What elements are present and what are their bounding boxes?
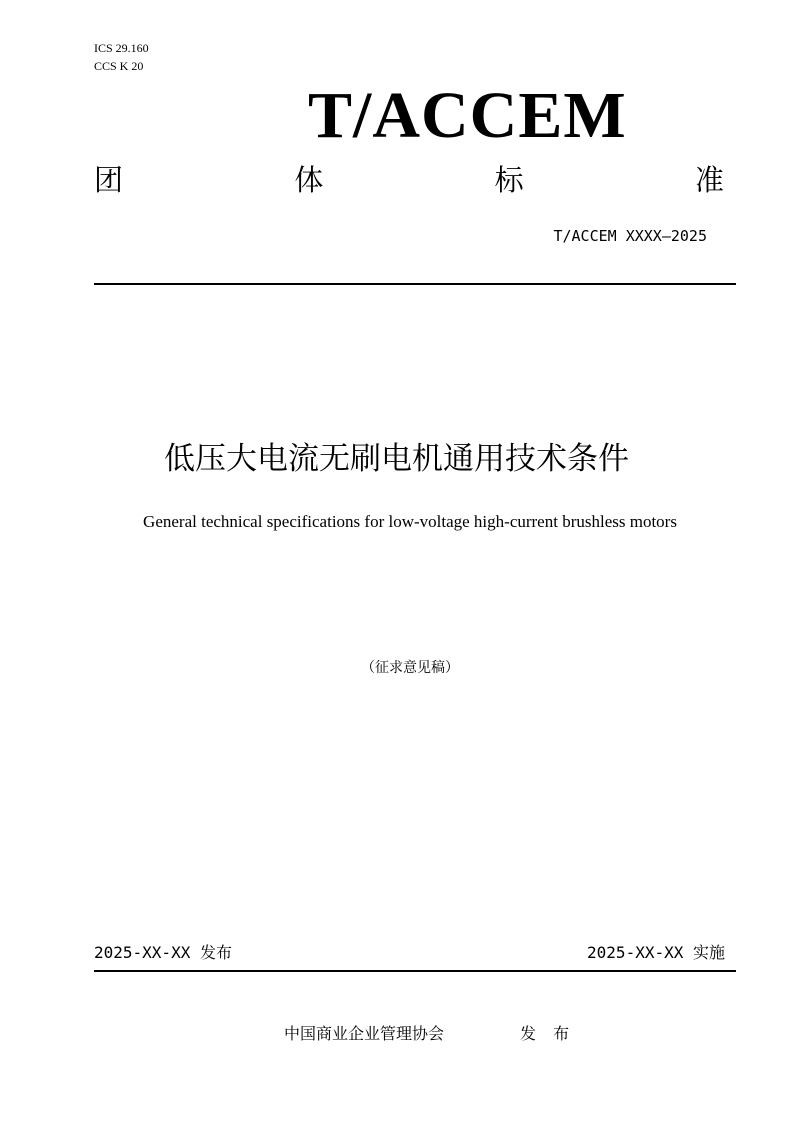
document-title-english: General technical specifications for low-voltage high-current brushless motors bbox=[143, 512, 677, 531]
header-divider bbox=[94, 283, 736, 285]
document-title-chinese: 低压大电流无刷电机通用技术条件 bbox=[164, 441, 629, 477]
standard-type-char: 体 bbox=[294, 163, 324, 197]
standard-type-char: 准 bbox=[694, 163, 724, 197]
standard-type-char: 标 bbox=[494, 163, 524, 197]
standard-type bbox=[94, 160, 724, 200]
standard-type-char: 团 bbox=[94, 163, 124, 197]
publisher-organization: 中国商业企业管理协会 bbox=[284, 1024, 445, 1043]
draft-status: （征求意见稿） bbox=[361, 660, 459, 676]
publish-label: 发 布 bbox=[520, 1024, 576, 1043]
ccs-code: CCS K 20 bbox=[94, 59, 144, 73]
publish-date: 2025-XX-XX 发布 bbox=[94, 943, 232, 962]
standard-logo: T/ACCEM bbox=[308, 79, 627, 152]
implement-date: 2025-XX-XX 实施 bbox=[587, 943, 725, 962]
classification-codes bbox=[94, 39, 149, 75]
ics-code: ICS 29.160 bbox=[94, 41, 149, 55]
standard-number: T/ACCEM XXXX—2025 bbox=[553, 227, 707, 245]
publisher-line bbox=[284, 1023, 575, 1045]
footer-divider bbox=[94, 970, 736, 972]
